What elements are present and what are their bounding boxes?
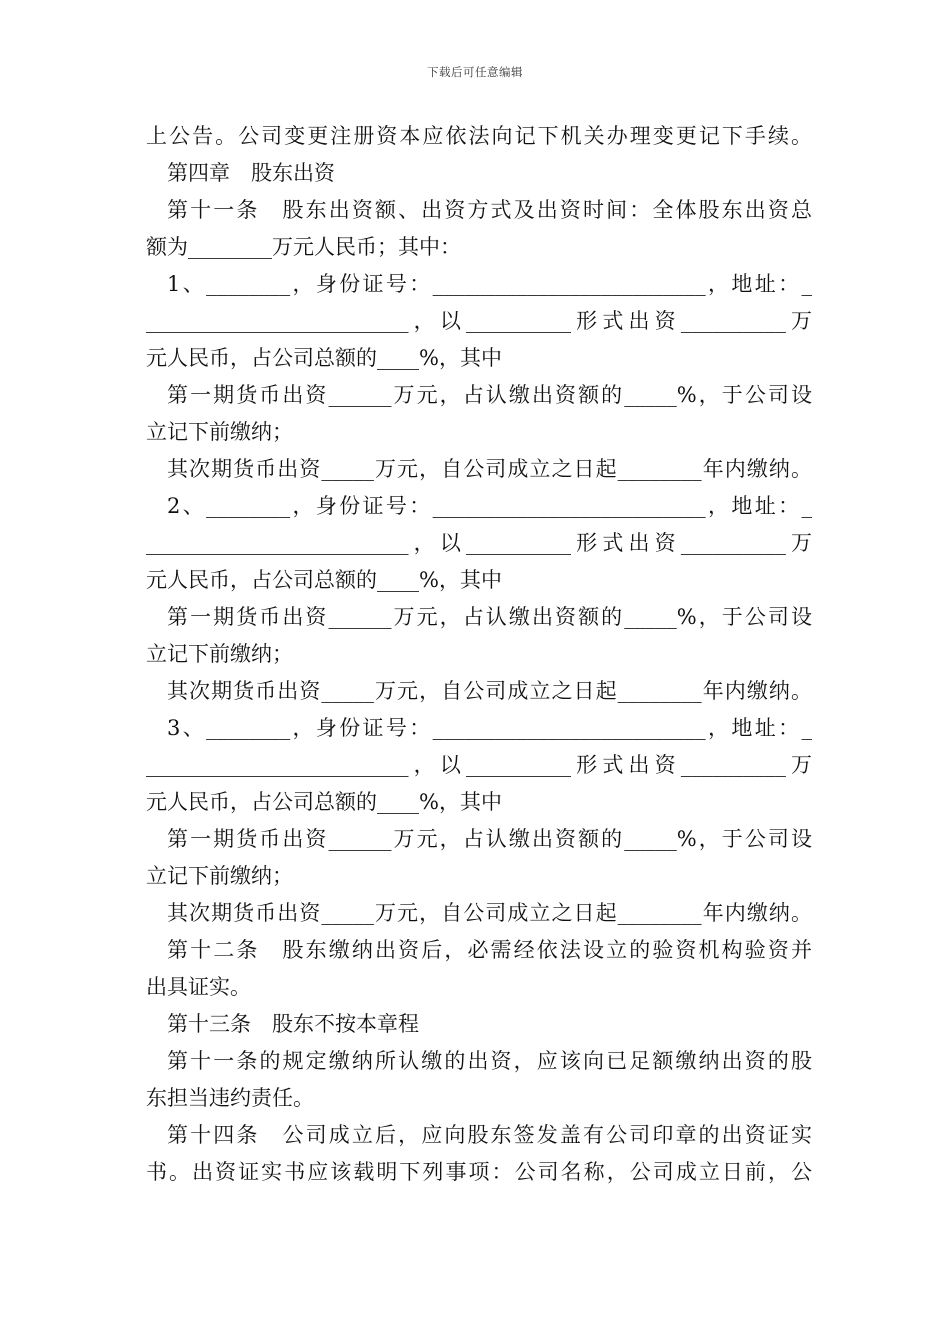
text-line: 元人民币，占公司总额的____%，其中 (146, 790, 502, 814)
article-11-heading: 第十一条 股东出资额、出资方式及出资时间：全体股东出资总 (167, 198, 812, 222)
text-line: 立记下前缴纳； (146, 642, 293, 666)
text-line: 额为________万元人民币；其中： (146, 235, 461, 259)
text-line: 立记下前缴纳； (146, 420, 293, 444)
article-12-heading: 第十二条 股东缴纳出资后，必需经依法设立的验资机构验资并 (167, 938, 812, 962)
article-13-heading: 第十三条 股东不按本章程 (167, 1012, 419, 1036)
chapter-heading: 第四章 股东出资 (167, 161, 335, 185)
document-body (146, 118, 812, 1191)
shareholder-1-line: 1、________，身份证号：__________________________，地址：_ (167, 272, 812, 296)
text-line: 东担当违约责任。 (146, 1086, 314, 1110)
shareholder-3-line: 3、________，身份证号：__________________________，地址：_ (167, 716, 812, 740)
text-line: 第一期货币出资______万元，占认缴出资额的_____%，于公司设 (167, 605, 812, 629)
text-line: 第十一条的规定缴纳所认缴的出资，应该向已足额缴纳出资的股 (167, 1049, 812, 1073)
text-line: 元人民币，占公司总额的____%，其中 (146, 346, 502, 370)
text-line: 第一期货币出资______万元，占认缴出资额的_____%，于公司设 (167, 827, 812, 851)
shareholder-2-line: 2、________，身份证号：__________________________，地址：_ (167, 494, 812, 518)
text-line: _________________________，以__________形式出资__________万 (146, 309, 812, 333)
text-line: 其次期货币出资_____万元，自公司成立之日起________年内缴纳。 (167, 901, 812, 925)
text-line: 书。出资证实书应该载明下列事项：公司名称，公司成立日前，公 (146, 1160, 812, 1184)
text-line: 其次期货币出资_____万元，自公司成立之日起________年内缴纳。 (167, 679, 812, 703)
text-line: 出具证实。 (146, 975, 251, 999)
text-line: _________________________，以__________形式出资__________万 (146, 753, 812, 777)
text-line: 元人民币，占公司总额的____%，其中 (146, 568, 502, 592)
text-line: _________________________，以__________形式出资__________万 (146, 531, 812, 555)
text-line: 立记下前缴纳； (146, 864, 293, 888)
text-line: 第一期货币出资______万元，占认缴出资额的_____%，于公司设 (167, 383, 812, 407)
page-header: 下载后可任意编辑 (427, 65, 523, 79)
article-14-heading: 第十四条 公司成立后，应向股东签发盖有公司印章的出资证实 (167, 1123, 812, 1147)
text-line: 上公告。公司变更注册资本应依法向记下机关办理变更记下手续。 (146, 124, 812, 148)
text-line: 其次期货币出资_____万元，自公司成立之日起________年内缴纳。 (167, 457, 812, 481)
